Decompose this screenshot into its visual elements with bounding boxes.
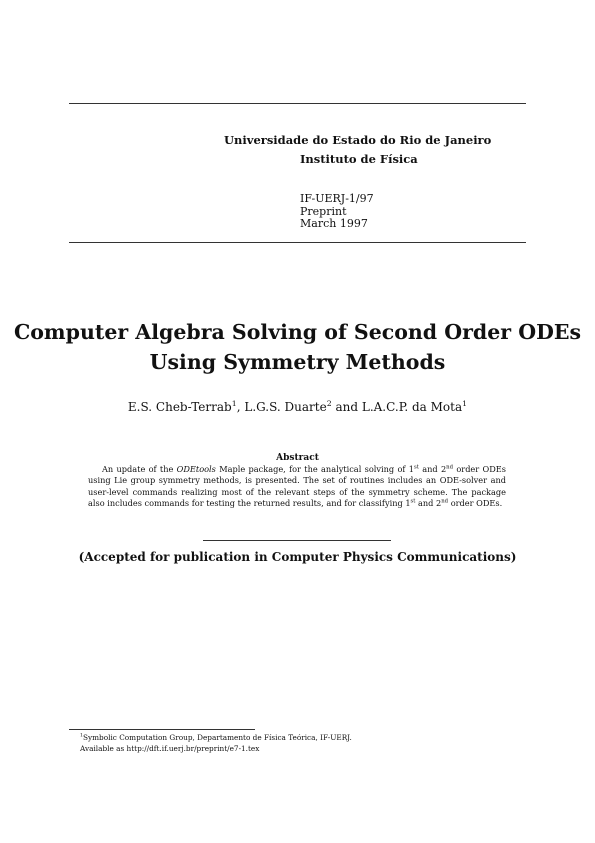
report-date: March 1997	[300, 217, 368, 230]
footnote	[80, 733, 352, 754]
ordinal-suffix: nd	[446, 464, 454, 471]
author-name: E.S. Cheb-Terrab	[127, 400, 232, 414]
package-name: ODEtools	[176, 464, 216, 474]
institute-name: Instituto de Física	[300, 152, 418, 166]
abstract-body	[88, 464, 506, 509]
abstract-heading: Abstract	[276, 453, 319, 463]
author-separator: ,	[236, 400, 245, 414]
author-name: L.G.S. Duarte	[244, 400, 327, 414]
author-list	[0, 400, 595, 414]
separator-rule	[203, 540, 391, 541]
abstract-text: and	[415, 497, 437, 508]
footnote-line-1	[80, 733, 352, 744]
abstract-text: and	[418, 464, 441, 474]
affiliation-mark: 2	[326, 399, 332, 408]
header-top-rule	[69, 103, 526, 104]
report-type: Preprint	[300, 204, 347, 218]
author-separator: and	[331, 400, 362, 414]
ordinal-suffix: st	[414, 464, 419, 471]
report-number: IF-UERJ-1/97	[300, 192, 374, 205]
report-info	[300, 193, 374, 231]
footnote-rule	[69, 729, 255, 730]
header-bottom-rule	[69, 242, 526, 243]
paper-title-line-2: Using Symmetry Methods	[149, 350, 446, 374]
affiliation-mark: 1	[231, 399, 237, 408]
footnote-affiliation: Symbolic Computation Group, Departamento de Física Teórica, IF-UERJ.	[83, 733, 352, 742]
affiliation-mark: 1	[462, 399, 468, 408]
footnote-mark: 1	[80, 733, 84, 739]
order-number: 2	[436, 497, 442, 508]
ordinal-suffix: nd	[441, 498, 449, 505]
order-number: 2	[440, 464, 447, 474]
author-name: L.A.C.P. da Mota	[361, 400, 463, 414]
acceptance-note: (Accepted for publication in Computer Physics Communications)	[78, 550, 517, 564]
abstract-text: An update of the	[102, 464, 177, 474]
order-number: 1	[405, 497, 411, 508]
abstract-text: Maple package, for the analytical solving of	[215, 464, 409, 474]
paper-title-line-1: Computer Algebra Solving of Second Order ODEs	[13, 320, 582, 344]
ordinal-suffix: st	[410, 498, 416, 505]
university-name: Universidade do Estado do Rio de Janeiro	[224, 133, 492, 147]
footnote-line-2: Available as http://dft.if.uerj.br/preprint/e7-1.tex	[80, 743, 260, 753]
abstract-text: order ODEs using Lie group symmetry methods, is presented. The set of routines includes an ODE-solver and user-level commands realizing most of the relevant steps of the symmetry scheme. The package also includes commands for testing the returned results, and for classifying	[88, 464, 506, 508]
abstract-text: order ODEs.	[448, 497, 503, 508]
order-number: 1	[408, 464, 414, 474]
